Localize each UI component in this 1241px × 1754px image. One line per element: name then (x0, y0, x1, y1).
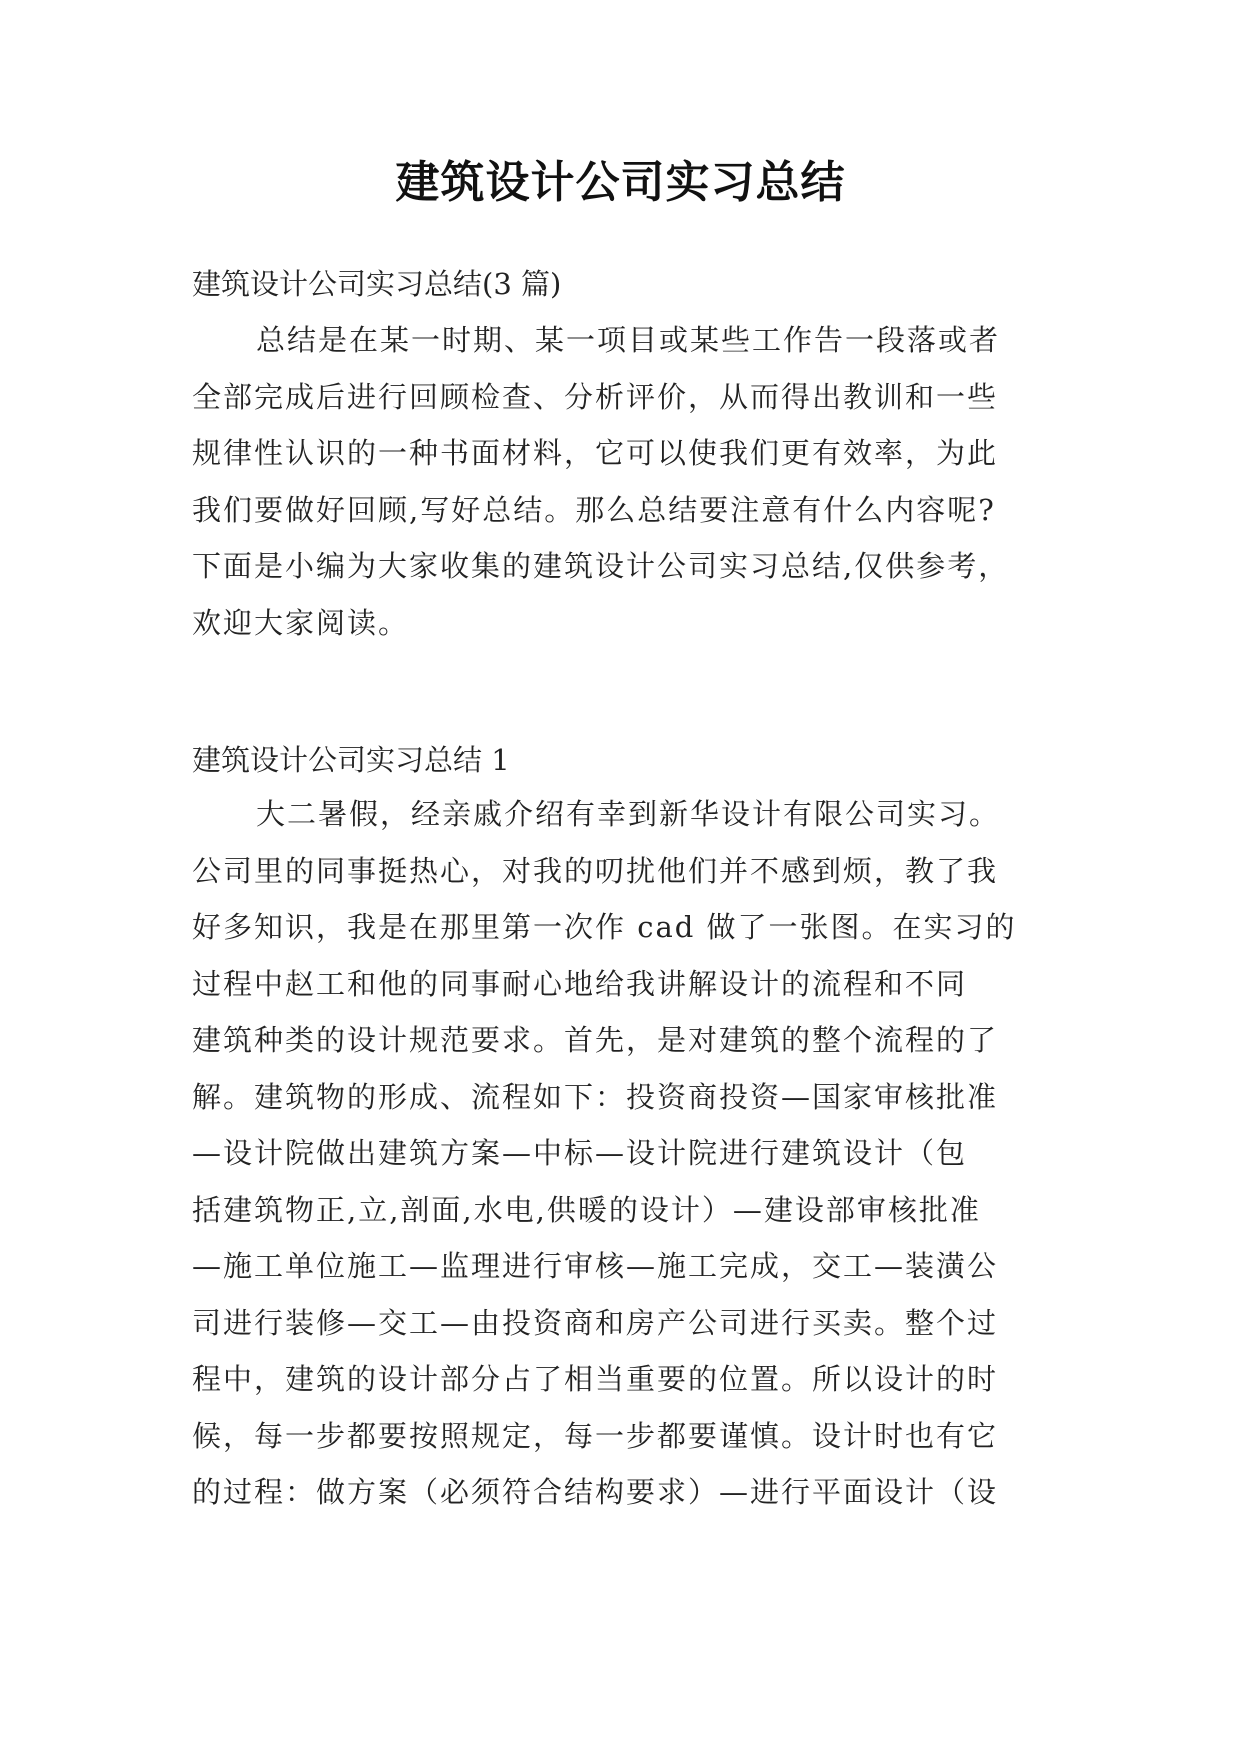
section1-paragraph (192, 786, 1052, 1521)
intro-line: 下面是小编为大家收集的建筑设计公司实习总结,仅供参考， (192, 549, 1010, 583)
document-subtitle: 建筑设计公司实习总结(3 篇) (192, 267, 562, 301)
document-title: 建筑设计公司实习总结 (395, 157, 846, 208)
section-heading: 建筑设计公司实习总结 1 (192, 743, 510, 777)
section1-line: 解。建筑物的形成、流程如下：投资商投资—国家审核批准 (192, 1079, 999, 1114)
section1-line: 大二暑假，经亲戚介绍有幸到新华设计有限公司实习。 (256, 797, 1001, 831)
section1-line: —设计院做出建筑方案—中标—设计院进行建筑设计（包 (192, 1136, 968, 1170)
section1-line: 公司里的同事挺热心，对我的叨扰他们并不感到烦，教了我 (192, 853, 999, 888)
intro-line: 全部完成后进行回顾检查、分析评价，从而得出教训和一些 (192, 379, 999, 414)
section1-line: 程中，建筑的设计部分占了相当重要的位置。所以设计的时 (192, 1362, 999, 1396)
section1-line: 司进行装修—交工—由投资商和房产公司进行买卖。整个过 (192, 1305, 999, 1340)
section1-line: 建筑种类的设计规范要求。首先，是对建筑的整个流程的了 (192, 1023, 999, 1057)
section1-line: —施工单位施工—监理进行审核—施工完成，交工—装潢公 (192, 1249, 999, 1283)
intro-line: 我们要做好回顾,写好总结。那么总结要注意有什么内容呢? (192, 492, 996, 527)
section1-line: 括建筑物正,立,剖面,水电,供暖的设计）—建设部审核批准 (192, 1192, 981, 1227)
intro-paragraph (192, 312, 1052, 651)
intro-line: 总结是在某一时期、某一项目或某些工作告一段落或者 (256, 323, 1001, 357)
section1-line: 好多知识，我是在那里第一次作 cad 做了一张图。在实习的 (192, 910, 1017, 944)
section1-line: 的过程：做方案（必须符合结构要求）—进行平面设计（设 (192, 1475, 999, 1509)
section1-line: 候，每一步都要按照规定，每一步都要谨慎。设计时也有它 (192, 1418, 999, 1453)
section1-line: 过程中赵工和他的同事耐心地给我讲解设计的流程和不同 (192, 966, 968, 1001)
intro-line: 规律性认识的一种书面材料，它可以使我们更有效率，为此 (192, 436, 999, 470)
intro-line: 欢迎大家阅读。 (192, 605, 410, 640)
